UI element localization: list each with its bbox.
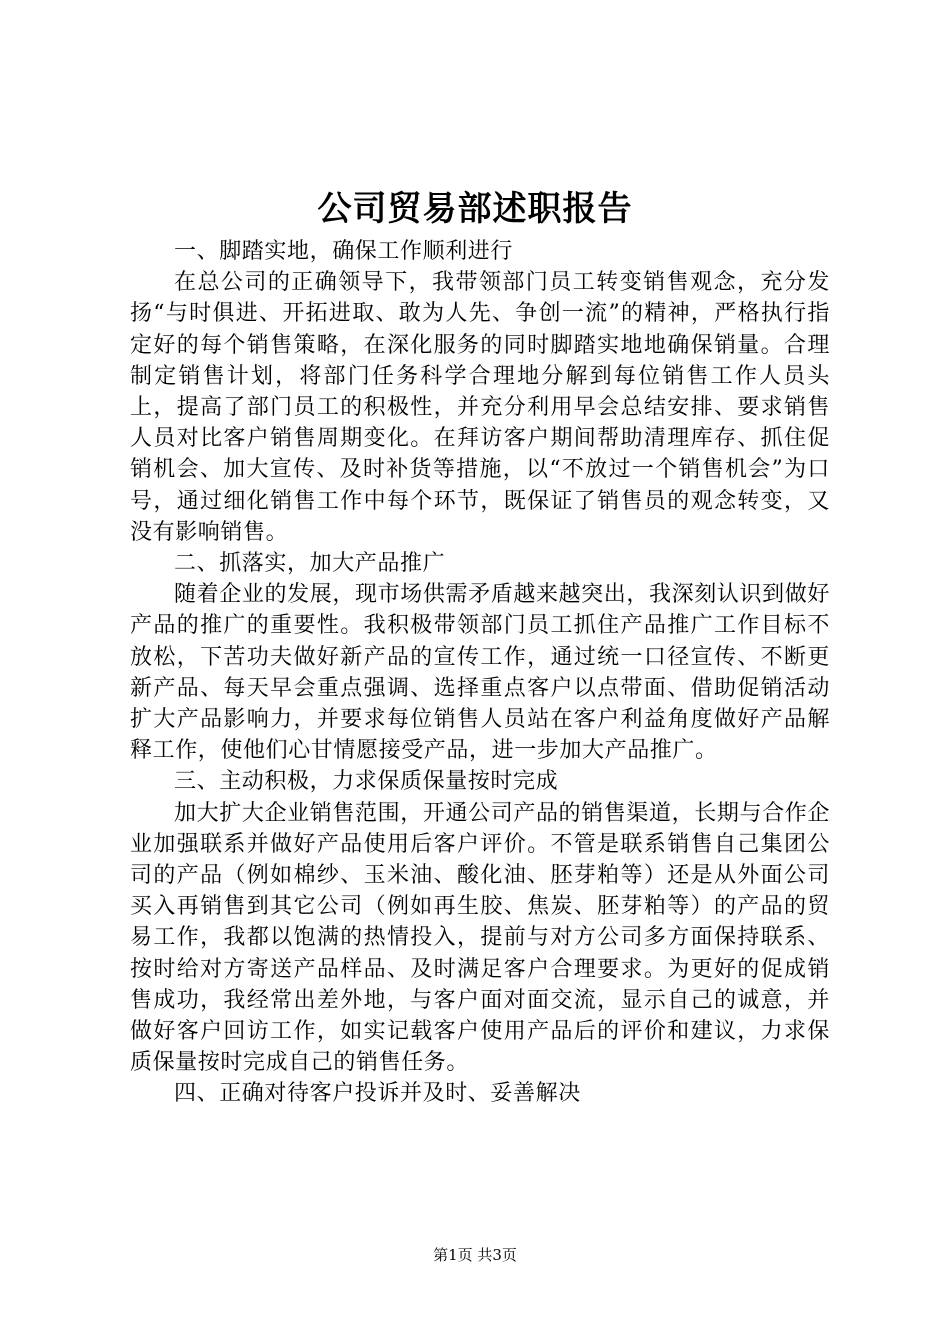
page-footer: 第1页 共3页 <box>433 1246 517 1264</box>
section-heading-2: 二、抓落实，加大产品推广 <box>174 551 446 577</box>
document-body <box>130 236 830 1110</box>
section-paragraph-2: 随着企业的发展，现市场供需矛盾越来越突出，我深刻认识到做好产品的推广的重要性。我积极带领部门员工抓住产品推广工作目标不放松，下苦功夫做好新产品的宣传工作，通过统一口径宣传、不断更新产品、每天早会重点强调、选择重点客户以点带面、借助促销活动扩大产品影响力，并要求每位销售人员站在客户利益角度做好产品解释工作，使他们心甘情愿接受产品，进一步加大产品推广。 <box>130 582 830 764</box>
document-title: 公司贸易部述职报告 <box>317 189 633 229</box>
section-paragraph-3: 加大扩大企业销售范围，开通公司产品的销售渠道，长期与合作企业加强联系并做好产品使用后客户评价。不管是联系销售自己集团公司的产品（例如棉纱、玉米油、酸化油、胚芽粕等）还是从外面公司买入再销售到其它公司（例如再生胶、焦炭、胚芽粕等）的产品的贸易工作，我都以饱满的热情投入，提前与对方公司多方面保持联系、按时给对方寄送产品样品、及时满足客户合理要求。为更好的促成销售成功，我经常出差外地，与客户面对面交流，显示自己的诚意，并做好客户回访工作，如实记载客户使用产品后的评价和建议，力求保质保量按时完成自己的销售任务。 <box>130 800 830 1076</box>
section-heading-1: 一、脚踏实地，确保工作顺利进行 <box>174 239 514 264</box>
section-heading-3: 三、主动积极，力求保质保量按时完成 <box>174 769 559 795</box>
section-heading-4: 四、正确对待客户投诉并及时、妥善解决 <box>174 1081 581 1107</box>
section-paragraph-1: 在总公司的正确领导下，我带领部门员工转变销售观念，充分发扬“与时俱进、开拓进取、敢为人先、争创一流”的精神，严格执行指定好的每个销售策略，在深化服务的同时脚踏实地地确保销量。合理制定销售计划，将部门任务科学合理地分解到每位销售工作人员头上，提高了部门员工的积极性，并充分利用早会总结安排、要求销售人员对比客户销售周期变化。在拜访客户期间帮助清理库存、抓住促销机会、加大宣传、及时补货等措施，以“不放过一个销售机会”为口号，通过细化销售工作中每个环节，既保证了销售员的观念转变，又没有影响销售。 <box>130 270 830 545</box>
